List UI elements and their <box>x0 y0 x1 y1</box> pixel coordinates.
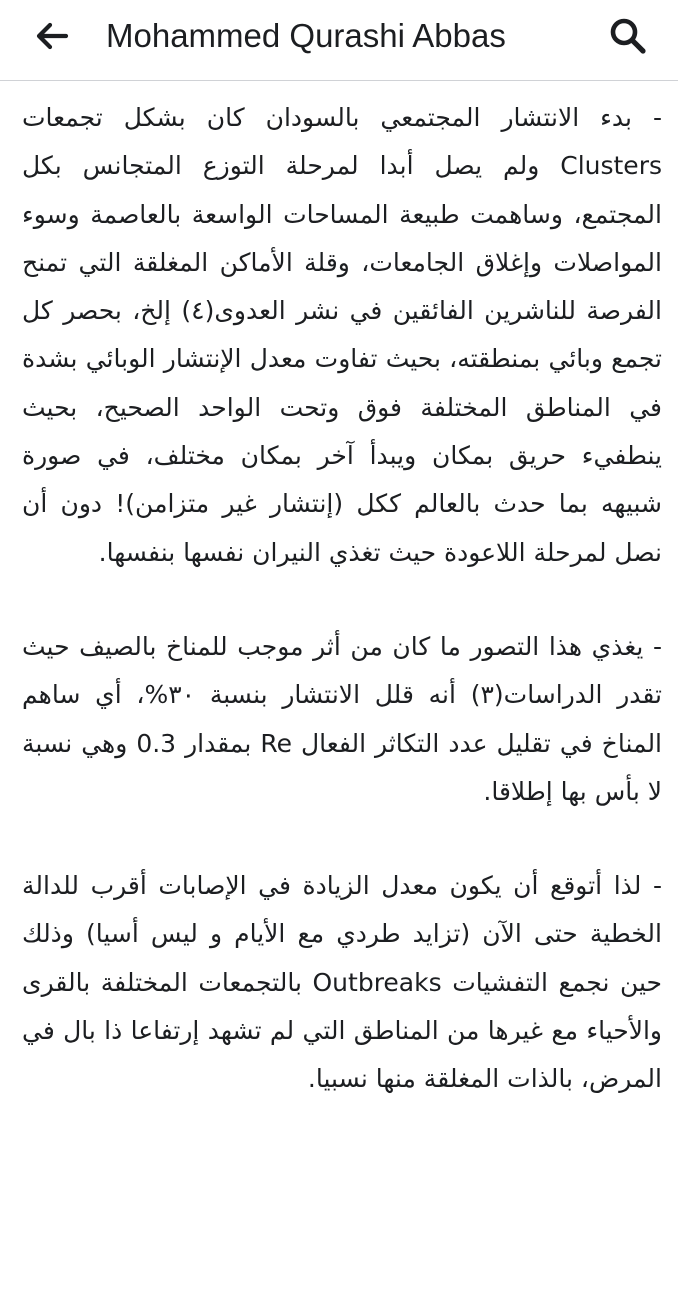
search-icon <box>608 16 648 56</box>
search-button[interactable] <box>604 12 652 60</box>
post-paragraph: - بدء الانتشار المجتمعي بالسودان كان بشكل تجمعات Clusters ولم يصل أبدا لمرحلة التوزع المتجانس بكل المجتمع، وساهمت طبيعة المساحات الواسعة بالعاصمة وسوء المواصلات وإغلاق الجامعات، وقلة الأماكن المغلقة التي تمنح الفرصة للناشرين الفائقين في نشر العدوى(٤) إلخ، بحصر كل تجمع وبائي بمنطقته، بحيث تفاوت معدل الإنتشار الوبائي بشدة في المناطق المختلفة فوق وتحت الواحد الصحيح، بحيث ينطفيء حريق بمكان ويبدأ آخر بمكان مختلف، في صورة شبيهه بما حدث بالعالم ككل (إنتشار غير متزامن)! دون أن نصل لمرحلة اللاعودة حيث تغذي النيران نفسها بنفسها. <box>22 103 662 567</box>
post-paragraph: - لذا أتوقع أن يكون معدل الزيادة في الإصابات أقرب للدالة الخطية حتى الآن (تزايد طردي مع الأيام و ليس أسيا) وذلك حين نجمع التفشيات Outbreaks بالتجمعات المختلفة بالقرى والأحياء مع غيرها من المناطق التي لم تشهد إرتفاعا ذا بال في المرض، بالذات المغلقة منها نسبيا. <box>22 871 662 1094</box>
page-title: Mohammed Qurashi Abbas <box>106 17 506 54</box>
post-body <box>22 94 662 1150</box>
back-button[interactable] <box>30 14 74 58</box>
arrow-left-icon <box>35 21 69 51</box>
app-header <box>0 0 678 81</box>
post-paragraph: - يغذي هذا التصور ما كان من أثر موجب للمناخ بالصيف حيث تقدر الدراسات(٣) أنه قلل الانتشار بنسبة ٣٠%، أي ساهم المناخ في تقليل عدد التكاثر الفعال Re بمقدار 0.3 وهي نسبة لا بأس بها إطلاقا. <box>22 631 663 806</box>
